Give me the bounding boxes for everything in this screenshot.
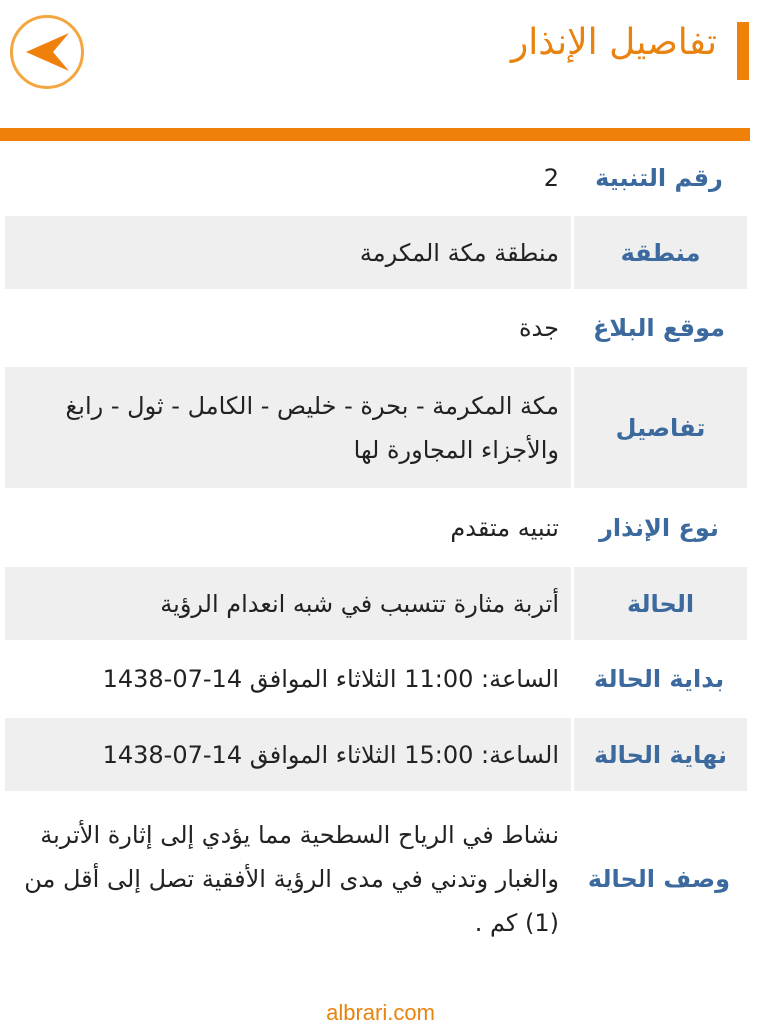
row-value: 2 xyxy=(543,163,559,192)
header-divider xyxy=(0,128,750,141)
row-value: مكة المكرمة - بحرة - خليص - الكامل - ثول - رابغ والأجزاء المجاورة لها xyxy=(65,391,559,464)
row-label: بداية الحالة xyxy=(593,665,725,693)
watermark: albrari.com xyxy=(326,1000,435,1025)
row-status xyxy=(5,567,747,642)
row-status-description xyxy=(5,793,747,967)
back-arrow-icon xyxy=(23,30,71,74)
row-label: الحالة xyxy=(571,567,747,640)
row-label: وصف الحالة xyxy=(587,865,731,893)
page-title: تفاصيل الإنذار xyxy=(510,22,717,63)
title-accent-bar xyxy=(737,22,749,80)
row-alert-type xyxy=(5,490,747,567)
row-alert-number xyxy=(5,141,747,216)
row-label: نهاية الحالة xyxy=(571,718,747,791)
row-label: نوع الإنذار xyxy=(599,513,719,542)
row-details xyxy=(5,367,747,490)
row-value: الساعة: 11:00 الثلاثاء الموافق 14-07-1438 xyxy=(102,665,559,693)
app-header xyxy=(0,0,761,128)
row-label: رقم التنبية xyxy=(595,163,723,192)
row-value: منطقة مكة المكرمة xyxy=(359,238,559,267)
row-label: تفاصيل xyxy=(571,367,747,488)
row-status-start xyxy=(5,642,747,718)
alert-details-table xyxy=(5,141,747,967)
row-value: جدة xyxy=(518,314,559,342)
row-label: موقع البلاغ xyxy=(592,314,726,342)
row-report-location xyxy=(5,291,747,367)
row-region xyxy=(5,216,747,291)
row-value: الساعة: 15:00 الثلاثاء الموافق 14-07-1438 xyxy=(102,740,559,769)
row-value: تنبيه متقدم xyxy=(450,513,559,542)
row-status-end xyxy=(5,718,747,793)
row-value: أتربة مثارة تتسبب في شبه انعدام الرؤية xyxy=(160,589,559,618)
back-button[interactable] xyxy=(10,15,84,89)
row-value: نشاط في الرياح السطحية مما يؤدي إلى إثارة الأتربة والغبار وتدني في مدى الرؤية الأفقية تصل إلى أقل من (1) كم . xyxy=(24,821,559,937)
row-label: منطقة xyxy=(571,216,747,289)
